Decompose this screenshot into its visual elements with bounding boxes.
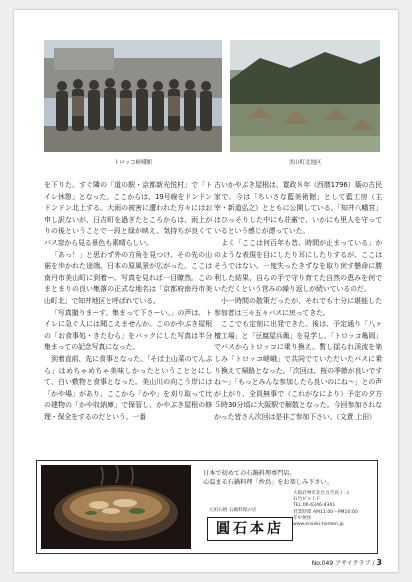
article-paragraph: を下りた。すぐ隣の「道の駅・京都新光悦村」で「トイレ休憩」となった。ここからは、19号線をドンドンドンドン北上する。大雨の被害に遭われた方々にはお申し訳ないが、日吉町を過ぎたところからは、雨上がりの後ということで一段と緑が映え、気持ちが良くてバス窓から見る景色も素晴らしい。 (44, 181, 212, 247)
article-paragraph: 「写真撮りまーす。集まって下さーい。」の声は、トイレに急ぐ人には聞こえませんか。このかやぶき屋根の「お食事処・きたむら」をバックにした写真は半分集まっての記念写真になった。 (44, 308, 212, 352)
page (14, 10, 398, 572)
ad-address: 石竹ビル１Ｆ (293, 497, 321, 503)
ad-headline-line: 日本で初めての石鍋料理専門店。 (203, 470, 296, 477)
hotpot-image (41, 465, 191, 549)
hotpot-photo (41, 465, 191, 549)
ad-url: www.enseki-honten.jp (293, 522, 344, 528)
village-photo-image (230, 40, 380, 152)
restaurant-logo: 圓石本店 (207, 517, 293, 541)
article-column-left (44, 180, 212, 423)
issue-number: No.049 (311, 560, 334, 567)
article-paragraph: ここでも定刻に出発できた。後は、予定通り「八ヶ檀工場」と「豆腐屋兵衛」を見学し、「トロッコ亀岡」でバスからトロッコに乗り換え。暫し揺られ渓流を楽しみ「トロッコ嵯峨」で共同でていただいたバスに乗り換えて帰路となった。「次回は、桜の季節が良いですね〜」「もっとみんな参加したら良いのにね〜」との声が上がり、全員無事で（これがなにより）予定の夕方５時30分頃に大阪駅で解散となった。今回参加されなかった皆さん次回は是非ご参加下さい。（文責 上田） (214, 320, 382, 421)
article-paragraph: よく「ここは何百年も昔、時間が止まっている」かのような表現を目にしたり耳にしたりするが、ここはそうではない。一度失ったきずなを取り戻す懸命に勝利した結果、自らの手で守り育てた自然の恵みを何でいただくという営みの繰り返しが続いているのだ。 (214, 238, 382, 294)
group-photo-image (44, 40, 222, 152)
ad-hours: 営業時間 AM11:00〜PM10:00 (293, 509, 358, 515)
article-column-right (214, 180, 382, 423)
restaurant-advertisement (36, 460, 378, 554)
ad-holiday: 年中無休 (293, 515, 312, 521)
village-photo (230, 40, 380, 152)
photo-caption-right: 美山町北地区 (288, 160, 322, 166)
article-paragraph: 「あっ！」と思わず外の方角を見つけ、その先の山裾を歩かれた途端、日本の原風景が広がった。ここは南丹市美山町に到着ー。写真を見れば一目瞭然。このまとまりの良い集落の正式な地名は「京都府南丹市美山町北」で知井地区と呼ばれている。 (44, 250, 212, 305)
page-number: 3 (376, 558, 382, 567)
magazine-name: アサイクラブ (335, 560, 371, 567)
group-photo (44, 40, 222, 152)
ad-phone: TEL.06-6346-4341 (293, 503, 336, 509)
ad-address: 大阪府堺市北区百舌鳥１-２ (293, 491, 350, 496)
ad-sub-label: 元祖石焼 石鍋料理の店 (209, 508, 257, 513)
article-paragraph: 到着直前、先に食事となった。「そば土山菜のてんぷら」はめちゃめちゃ美味しかったということとにして、白い敷物と食事となった。美山川の向こう岸には「かや場」があり、ここから「かや」を刈り取って比の建物の「かや収納庫」で保管し、かやぶき屋根の修理・保全をするのだという。一番 (44, 354, 212, 421)
ad-headline (203, 469, 371, 487)
article-paragraph: 小一時間の散策だったが、それでも十分に堪能した参加者は三々五々バスに戻ってきた。 (214, 296, 382, 317)
article-paragraph: 古いかやぶき屋根は、寛政８年（西暦1796）築の古民家で、今は「ちいさな藍美術館」として藍工房（主宰・新道弘之）とともに公開している。「知井八幡宮」はひっそりした中にも荘厳で、いかにも里人を守っているという感じが漂っていた。 (214, 181, 382, 236)
ad-contact-info (293, 491, 377, 528)
ad-headline-line: 心温まる石鍋料理「炒鳥」をお楽しみ下さい。 (203, 479, 333, 486)
photo-caption-left: トロッコ嵯峨駅 (113, 160, 153, 166)
page-footer: No.049 アサイクラブ / 3 (311, 558, 382, 567)
